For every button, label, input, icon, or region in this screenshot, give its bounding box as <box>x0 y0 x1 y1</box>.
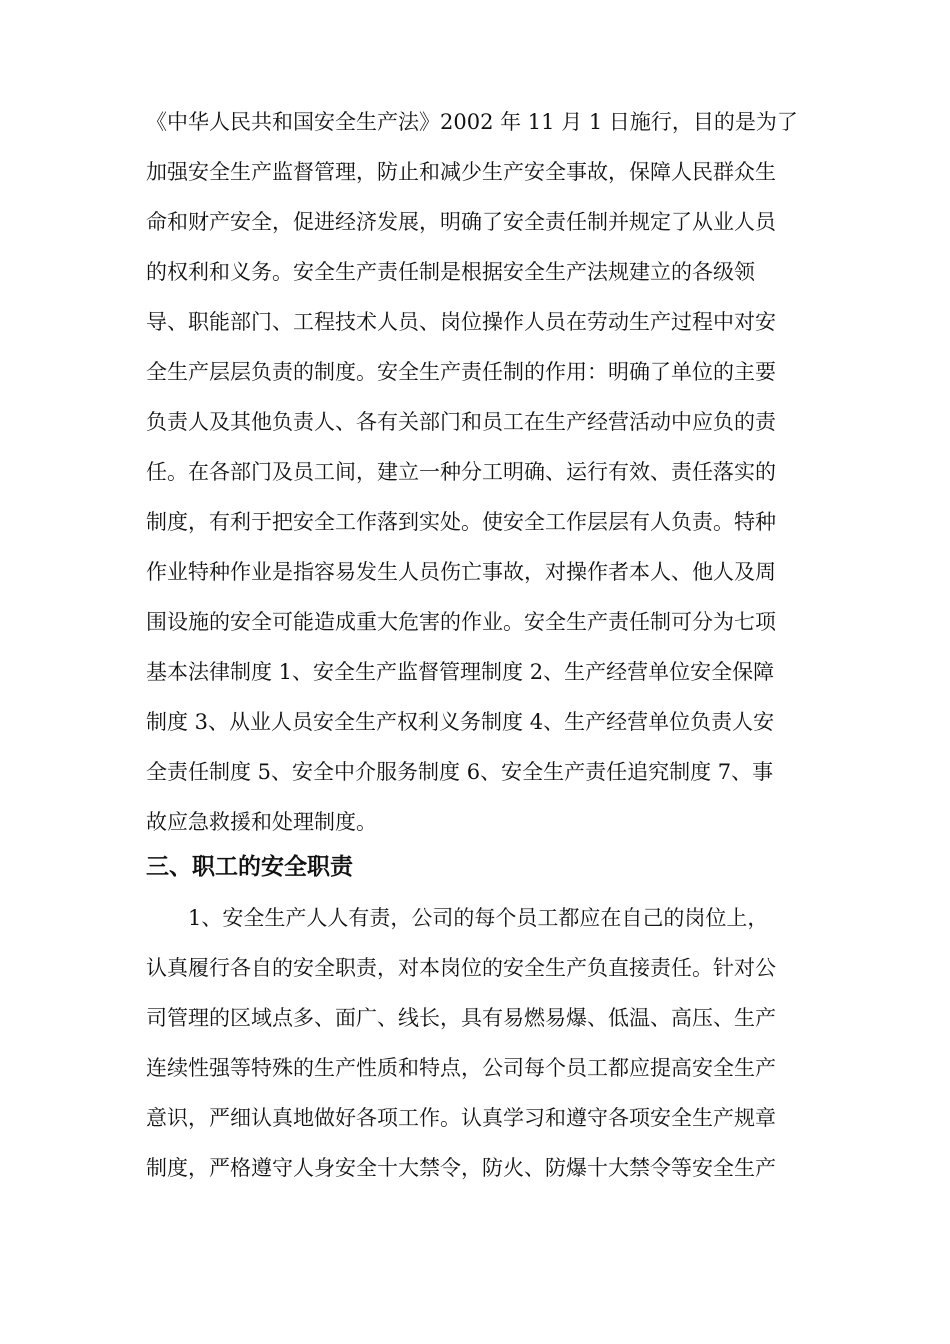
text-line: 司管理的区域点多、面广、线长，具有易燃易爆、低温、高压、生产 <box>146 1006 776 1030</box>
text-line: 制度，有利于把安全工作落到实处。使安全工作层层有人负责。特种 <box>146 510 776 534</box>
section-heading: 三、职工的安全职责 <box>146 854 353 880</box>
text-line: 意识，严细认真地做好各项工作。认真学习和遵守各项安全生产规章 <box>146 1106 776 1130</box>
text-line: 连续性强等特殊的生产性质和特点，公司每个员工都应提高安全生产 <box>146 1056 776 1080</box>
text-line: 导、职能部门、工程技术人员、岗位操作人员在劳动生产过程中对安 <box>146 310 776 334</box>
paragraph-staff-duties <box>146 893 826 1193</box>
text-line: 故应急救援和处理制度。 <box>146 810 377 834</box>
text-line: 基本法律制度 1、安全生产监督管理制度 2、生产经营单位安全保障 <box>146 660 775 684</box>
text-line: 1、安全生产人人有责，公司的每个员工都应在自己的岗位上， <box>146 906 769 930</box>
text-line: 制度，严格遵守人身安全十大禁令，防火、防爆十大禁令等安全生产 <box>146 1156 776 1180</box>
text-line: 认真履行各自的安全职责，对本岗位的安全生产负直接责任。针对公 <box>146 956 776 980</box>
text-line: 《中华人民共和国安全生产法》2002 年 11 月 1 日施行，目的是为了 <box>146 110 798 134</box>
text-line: 制度 3、从业人员安全生产权利义务制度 4、生产经营单位负责人安 <box>146 710 775 734</box>
text-line: 的权利和义务。安全生产责任制是根据安全生产法规建立的各级领 <box>146 260 755 284</box>
text-line: 加强安全生产监督管理，防止和减少生产安全事故，保障人民群众生 <box>146 160 776 184</box>
text-line: 任。在各部门及员工间，建立一种分工明确、运行有效、责任落实的 <box>146 460 776 484</box>
text-line: 围设施的安全可能造成重大危害的作业。安全生产责任制可分为七项 <box>146 610 776 634</box>
text-line: 全生产层层负责的制度。安全生产责任制的作用：明确了单位的主要 <box>146 360 776 384</box>
text-line: 作业特种作业是指容易发生人员伤亡事故，对操作者本人、他人及周 <box>146 560 776 584</box>
text-line: 全责任制度 5、安全中介服务制度 6、安全生产责任追究制度 7、事 <box>146 760 774 784</box>
text-line: 负责人及其他负责人、各有关部门和员工在生产经营活动中应负的责 <box>146 410 776 434</box>
paragraph-safety-law <box>146 97 826 847</box>
text-line: 命和财产安全，促进经济发展，明确了安全责任制并规定了从业人员 <box>146 210 776 234</box>
